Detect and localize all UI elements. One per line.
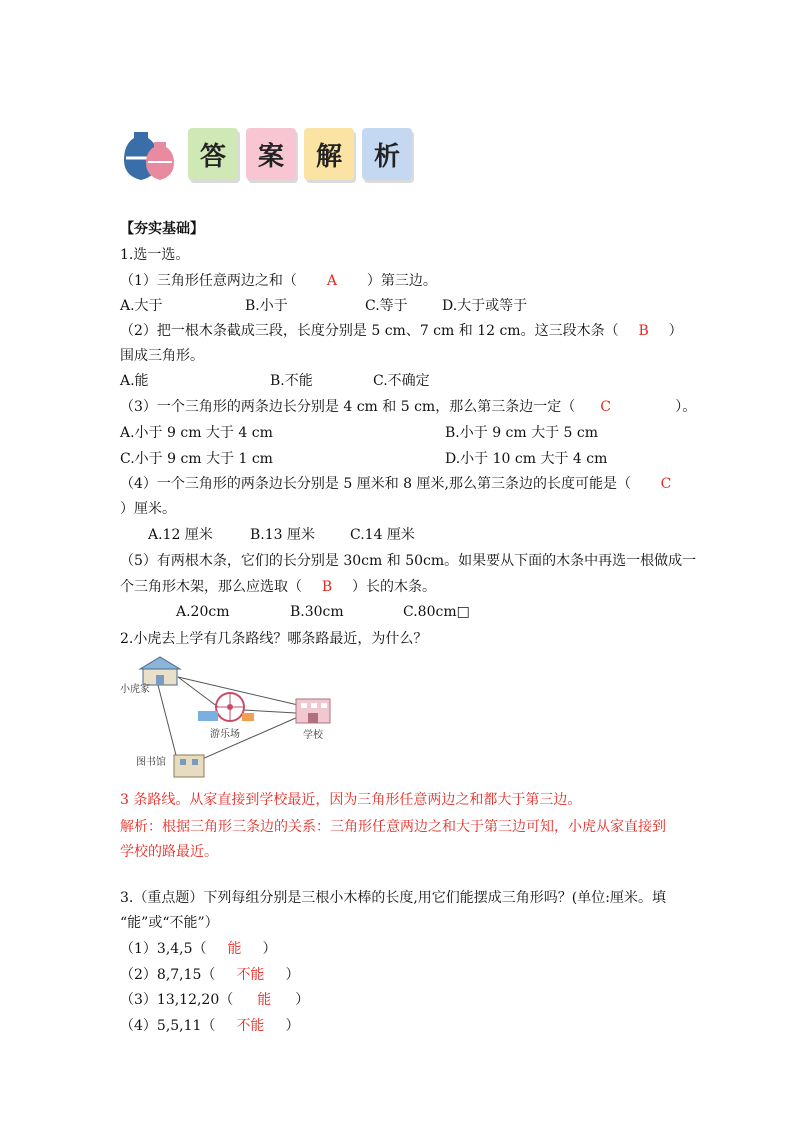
q1-p2-stem [120, 322, 683, 340]
q1-p3-answer: C [600, 399, 611, 415]
q3-item-label: （3）13,12,20（ [120, 992, 234, 1008]
q3-item-close: ） [285, 1018, 300, 1034]
q1-p2-stem-b: ） [668, 323, 683, 339]
route-park-school [243, 710, 296, 713]
route-library-school [193, 717, 298, 763]
q1-p5-option-a: A.20cm [176, 604, 230, 620]
q3-title-a: 3.（重点题）下列每组分别是三根小木棒的长度,用它们能摆成三角形吗？(单位:厘米。填 [120, 890, 666, 906]
q1-p4-option-a: A.12 厘米 [148, 527, 213, 543]
q1-p4-stem-a: （4）一个三角形的两条边长分别是 5 厘米和 8 厘米,那么第三条边的长度可能是（ [120, 476, 631, 492]
q1-p1-option-b: B.小于 [245, 298, 288, 314]
banner-char-2: 案 [246, 128, 296, 180]
q3-item-label: （2）8,7,15（ [120, 967, 216, 983]
banner-char-3: 解 [304, 128, 354, 180]
q3-item-answer: 不能 [236, 967, 265, 983]
school-icon [296, 699, 330, 723]
q2-answer: 3 条路线。从家直接到学校最近，因为三角形任意两边之和都大于第三边。 [120, 792, 582, 808]
map-label-home: 小虎家 [120, 684, 150, 695]
q1-p5-stem-a: （5）有两根木条，它们的长分别是 30cm 和 50cm。如果要从下面的木条中再选一根做成一 [120, 553, 697, 569]
route-map [118, 655, 358, 785]
q3-item-answer: 能 [257, 992, 272, 1008]
q1-p3-option-b: B.小于 9 cm 大于 5 cm [445, 425, 599, 441]
q3-item-4 [120, 1017, 299, 1035]
q1-p3-option-c: C.小于 9 cm 大于 1 cm [120, 451, 273, 467]
banner-char-4: 析 [362, 128, 412, 180]
q1-p2-option-b: B.不能 [270, 373, 313, 389]
q1-p3-option-a: A.小于 9 cm 大于 4 cm [120, 425, 273, 441]
q1-p2-answer: B [638, 323, 649, 339]
q1-p2-stem-a: （2）把一根木条截成三段，长度分别是 5 cm、7 cm 和 12 cm。这三段木条（ [120, 323, 619, 339]
q3-item-close: ） [262, 941, 277, 957]
q1-p5-stem-b: 个三角形木架，那么应选取（ [120, 579, 302, 595]
q2-analysis-a: 解析：根据三角形三条边的关系：三角形任意两边之和大于第三边可知，小虎从家直接到 [120, 819, 666, 835]
q3-item-3 [120, 991, 309, 1009]
q1-p1-option-c: C.等于 [365, 298, 408, 314]
q2-title: 2.小虎去上学有几条路线？哪条路最近，为什么？ [120, 631, 428, 647]
map-label-school: 学校 [303, 730, 323, 741]
q1-p5-option-c: C.80cm□ [403, 604, 470, 620]
q1-p3-stem-a: （3）一个三角形的两条边长分别是 4 cm 和 5 cm，那么第三条边一定（ [120, 399, 576, 415]
house-icon [140, 657, 180, 685]
q3-title-b: “能”或“不能”） [120, 915, 219, 931]
q1-p3-stem-b: ）。 [675, 399, 697, 415]
library-icon [174, 755, 204, 777]
banner-char-1: 答 [188, 128, 238, 180]
q1-p1-option-d: D.大于或等于 [442, 298, 528, 314]
q3-item-label: （4）5,5,11（ [120, 1018, 216, 1034]
q1-p2-stem-c: 围成三角形。 [120, 348, 204, 364]
q1-p1-stem [120, 272, 437, 290]
q1-p5-stem [120, 578, 436, 596]
answer-banner [120, 128, 420, 184]
q1-p4-answer: C [660, 476, 672, 492]
map-label-park: 游乐场 [210, 729, 240, 740]
q1-p5-option-b: B.30cm [290, 604, 344, 620]
q1-p2-option-a: A.能 [120, 373, 149, 389]
q1-p4-stem-b: ）厘米。 [120, 501, 176, 517]
q3-item-answer: 不能 [236, 1018, 265, 1034]
q3-item-answer: 能 [227, 941, 242, 957]
q3-item-1 [120, 940, 277, 958]
q1-p2-option-c: C.不确定 [373, 373, 430, 389]
q3-item-label: （1）3,4,5（ [120, 941, 207, 957]
route-home-library [158, 685, 178, 763]
q2-analysis-b: 学校的路最近。 [120, 844, 218, 860]
q3-item-close: ） [295, 992, 310, 1008]
section-title: 【夯实基础】 [120, 221, 204, 237]
q1-p1-stem-b: ）第三边。 [366, 273, 437, 289]
q1-p4-stem [120, 475, 691, 493]
q1-title: 1.选一选。 [120, 247, 190, 263]
vase-icon [120, 128, 180, 184]
ferris-wheel-icon [198, 693, 254, 721]
q1-p3-option-d: D.小于 10 cm 大于 4 cm [445, 451, 608, 467]
q1-p4-option-c: C.14 厘米 [350, 527, 415, 543]
q1-p1-option-a: A.大于 [120, 298, 163, 314]
map-label-library: 图书馆 [136, 757, 166, 768]
q1-p3-stem [120, 398, 696, 416]
q3-item-2 [120, 966, 299, 984]
q1-p4-option-b: B.13 厘米 [250, 527, 316, 543]
q1-p1-stem-a: （1）三角形任意两边之和（ [120, 273, 297, 289]
q1-p5-answer: B [321, 579, 333, 595]
q1-p1-answer: A [326, 273, 337, 289]
q3-item-close: ） [285, 967, 300, 983]
q1-p5-stem-c: ）长的木条。 [352, 579, 436, 595]
